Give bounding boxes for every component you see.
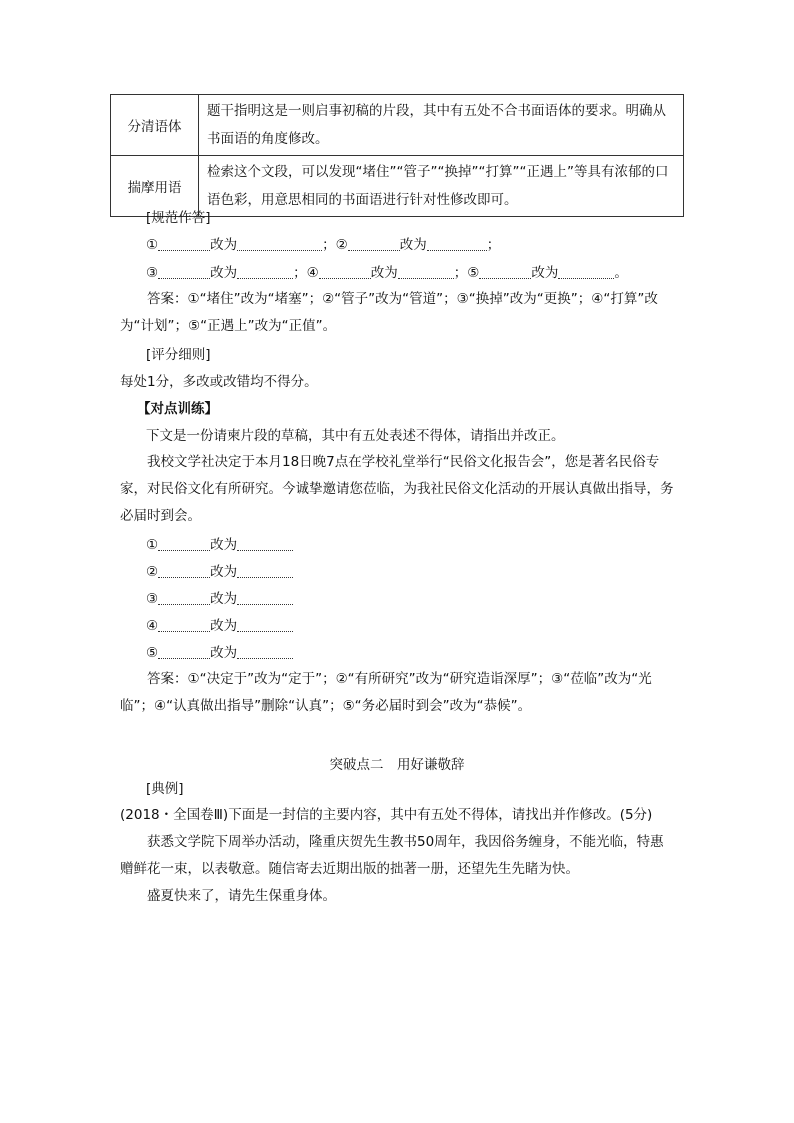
blank-num: ②: [146, 564, 159, 580]
blank-field[interactable]: [237, 236, 322, 251]
blank-num: ①: [146, 537, 159, 553]
row-content: 检索这个文段，可以发现“堵住”“管子”“换掉”“打算”“正遇上”等具有浓郁的口语色彩，用意思相同的书面语进行针对性修改即可。: [199, 156, 684, 217]
blank-field[interactable]: [237, 536, 293, 551]
blank-num: ③: [146, 591, 159, 607]
blank-num: ⑤: [146, 645, 159, 661]
blank-field[interactable]: [158, 590, 210, 605]
blank-field[interactable]: [237, 563, 293, 578]
blank-field[interactable]: [348, 236, 400, 251]
num-4: ④: [306, 265, 319, 281]
blank-field[interactable]: [158, 617, 210, 632]
practice-answer: 答案：①“决定于”改为“定于”；②“有所研究”改为“研究造诣深厚”；③“莅临”改为“光临”；④“认真做出指导”删除“认真”；⑤“务必届时到会”改为“恭候”。: [120, 671, 652, 714]
num-5: ⑤: [467, 265, 480, 281]
section-title: 突破点二 用好谦敬辞: [329, 757, 465, 773]
practice-instruction: 下文是一份请柬片段的草稿，其中有五处表述不得体，请指出并改正。: [146, 428, 565, 444]
change-label: 改为: [210, 564, 238, 580]
blank-field[interactable]: [158, 644, 210, 659]
blank-row: [146, 589, 293, 609]
practice-heading: 【对点训练】: [137, 401, 218, 417]
table-row: [111, 95, 684, 156]
separator: ；: [322, 237, 336, 253]
blank-row: [146, 535, 293, 555]
change-label: 改为: [210, 265, 238, 281]
fill-line-1: [146, 235, 500, 255]
change-label: 改为: [370, 265, 398, 281]
letter-paragraph-2: 盛夏快来了，请先生保重身体。: [147, 888, 336, 904]
blank-field[interactable]: [237, 264, 293, 279]
blank-row: [146, 616, 293, 636]
blank-field[interactable]: [558, 264, 614, 279]
separator: ；: [486, 237, 501, 253]
blank-field[interactable]: [237, 617, 293, 632]
example-heading: [典例]: [146, 781, 184, 797]
num-3: ③: [146, 265, 159, 281]
analysis-table: [110, 94, 684, 217]
practice-passage: 我校文学社决定于本月18日晚7点在学校礼堂举行“民俗文化报告会”，您是著名民俗专家，对民俗文化有所研究。今诚挚邀请您莅临，为我社民俗文化活动的开展认真做出指导，务必届时到会。: [120, 454, 674, 524]
blank-row: [146, 643, 293, 663]
blank-field[interactable]: [479, 264, 531, 279]
blank-field[interactable]: [158, 264, 210, 279]
blank-row: [146, 562, 293, 582]
change-label: 改为: [210, 237, 238, 253]
example-question: (2018・全国卷Ⅲ)下面是一封信的主要内容，其中有五处不得体，请找出并作修改。(5分): [120, 807, 653, 823]
change-label: 改为: [531, 265, 559, 281]
letter-paragraph-1: 获悉文学院下周举办活动，隆重庆贺先生教书50周年，我因俗务缠身，不能光临，特惠赠鲜花一束，以表敬意。随信寄去近期出版的拙著一册，还望先生先睹为快。: [120, 834, 664, 877]
blank-num: ④: [146, 618, 159, 634]
answer-text: 答案：①“堵住”改为“堵塞”；②“管子”改为“管道”；③“换掉”改为“更换”；④“打算”改为“计划”；⑤“正遇上”改为“正值”。: [120, 291, 658, 334]
separator: 。: [614, 265, 628, 281]
row-label: 揣摩用语: [111, 156, 199, 217]
blank-field[interactable]: [427, 236, 487, 251]
blank-field[interactable]: [237, 590, 293, 605]
blank-field[interactable]: [319, 264, 371, 279]
change-label: 改为: [399, 237, 427, 253]
scoring-heading: [评分细则]: [146, 347, 211, 363]
fill-line-2: [146, 263, 628, 283]
num-1: ①: [146, 237, 159, 253]
num-2: ②: [335, 237, 348, 253]
row-content: 题干指明这是一则启事初稿的片段，其中有五处不合书面语体的要求。明确从书面语的角度修改。: [199, 95, 684, 156]
change-label: 改为: [210, 537, 238, 553]
scoring-text: 每处1分，多改或改错均不得分。: [120, 374, 318, 390]
separator: ；: [293, 265, 307, 281]
separator: ；: [453, 265, 468, 281]
change-label: 改为: [210, 645, 238, 661]
blank-field[interactable]: [158, 563, 210, 578]
change-label: 改为: [210, 591, 238, 607]
blank-field[interactable]: [158, 536, 210, 551]
blank-field[interactable]: [237, 644, 293, 659]
row-label: 分清语体: [111, 95, 199, 156]
blank-field[interactable]: [398, 264, 454, 279]
change-label: 改为: [210, 618, 238, 634]
blank-field[interactable]: [158, 236, 210, 251]
answer-format-heading: [规范作答]: [146, 210, 211, 226]
